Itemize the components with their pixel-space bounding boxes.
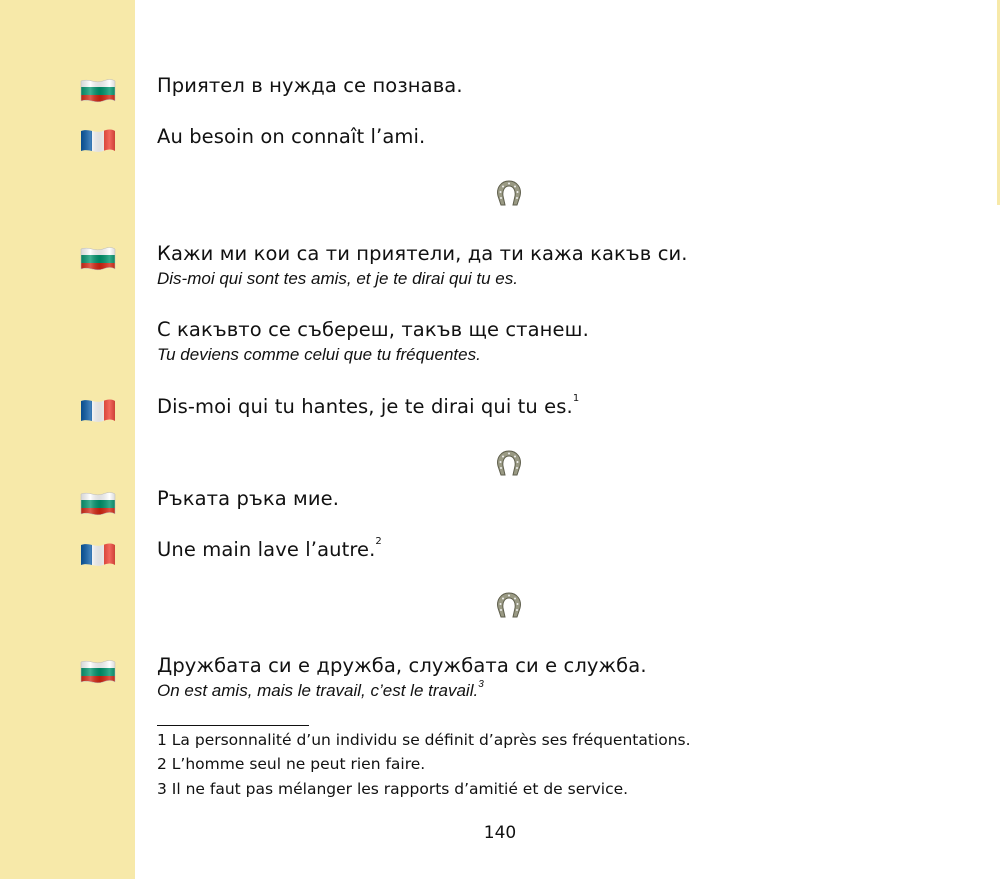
proverb-text: Au besoin on connaît l’ami. bbox=[157, 125, 426, 148]
horseshoe-icon bbox=[492, 588, 526, 622]
proverb-text: Une main lave l’autre.$^2$ bbox=[157, 536, 382, 561]
french-flag-icon bbox=[79, 128, 117, 154]
proverb-text: Ръката ръка мие. bbox=[157, 487, 340, 510]
footnote-ref: 2 bbox=[375, 536, 382, 547]
proverb-text: С какъвто се събереш, такъв ще станеш. bbox=[157, 318, 589, 341]
footnote: 2 L’homme seul ne peut rien faire. bbox=[157, 755, 426, 773]
footnote-ref: 1 bbox=[572, 393, 580, 404]
bulgarian-flag-icon bbox=[79, 659, 117, 685]
footnote-ref: 3 bbox=[478, 679, 484, 690]
french-flag-icon bbox=[79, 398, 117, 424]
page-number: 140 bbox=[483, 823, 517, 843]
proverb-translation: Dis-moi qui sont tes amis, et je te dirai qui tu es. bbox=[157, 269, 518, 288]
proverb-text: Dis-moi qui tu hantes, je te dirai qui tu es.$^1$ bbox=[157, 393, 580, 418]
proverb-translation: Tu deviens comme celui que tu fréquentes. bbox=[157, 345, 481, 364]
proverb-translation: On est amis, mais le travail, c’est le travail.$^3$ bbox=[157, 679, 484, 700]
horseshoe-icon bbox=[492, 446, 526, 480]
proverb-text: Кажи ми кои са ти приятели, да ти кажа какъв си. bbox=[157, 242, 688, 265]
bulgarian-flag-icon bbox=[79, 246, 117, 272]
footnote: 1 La personnalité d’un individu se définit d’après ses fréquentations. bbox=[157, 731, 691, 749]
proverb-text: Дружбата си е дружба, службата си е служба. bbox=[157, 654, 647, 677]
footnote-rule bbox=[157, 725, 309, 726]
horseshoe-icon bbox=[492, 176, 526, 210]
french-flag-icon bbox=[79, 542, 117, 568]
proverb-text: Приятел в нужда се познава. bbox=[157, 74, 463, 97]
bulgarian-flag-icon bbox=[79, 491, 117, 517]
bulgarian-flag-icon bbox=[79, 78, 117, 104]
footnote: 3 Il ne faut pas mélanger les rapports d’amitié et de service. bbox=[157, 780, 629, 798]
